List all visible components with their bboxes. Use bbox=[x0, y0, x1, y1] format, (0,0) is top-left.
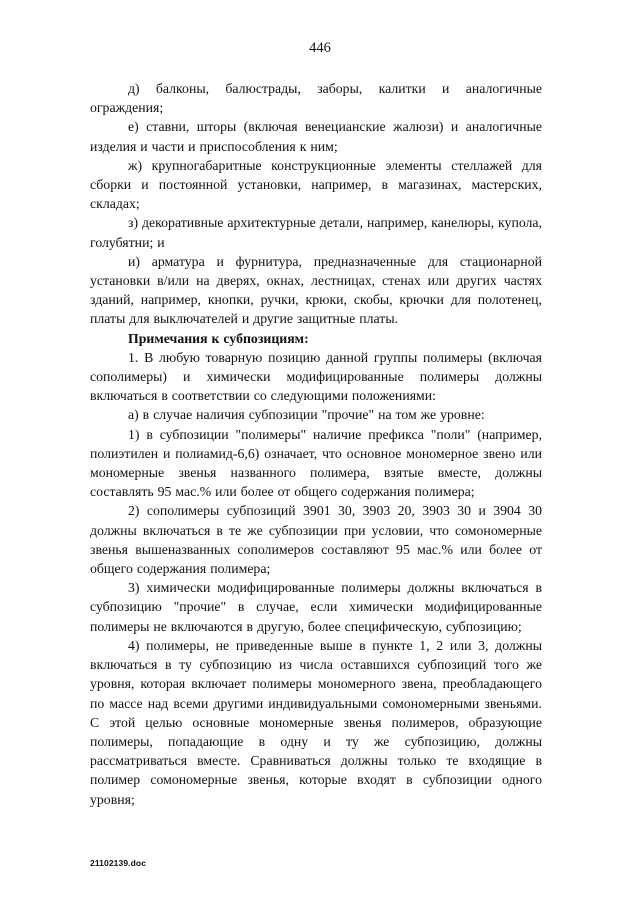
paragraph-note-a-1: 1) в субпозиции "полимеры" наличие префикса "поли" (например, полиэтилен и полиамид-6,6) означает, что основное мономерное звено или мономерные звенья названного полимера, взятые вместе, должны составлять 95 мас.% или более от общего содержания полимера; bbox=[90, 426, 542, 500]
paragraph-note-a: а) в случае наличия субпозиции "прочие" на том же уровне: bbox=[128, 407, 485, 423]
paragraph-note-a-2: 2) сополимеры субпозиций 3901 30, 3903 20, 3903 30 и 3904 30 должны включаться в те же субпозиции при условии, что сомономерные звенья вышеназванных сополимеров составляют 95 мас.% или более от общего содержания полимера; bbox=[90, 503, 542, 577]
document-body bbox=[90, 79, 542, 809]
paragraph-item-d: д) балконы, балюстрады, заборы, калитки и аналогичные ограждения; bbox=[90, 81, 542, 116]
document-filename: 21102139.doc bbox=[90, 858, 147, 868]
page-number: 446 bbox=[309, 40, 331, 56]
paragraph-item-z: з) декоративные архитектурные детали, например, канелюры, купола, голубятни; и bbox=[90, 215, 542, 250]
paragraph-note-a-3: 3) химически модифицированные полимеры должны включаться в субпозицию "прочие" в случае, если химически модифицированные полимеры не включаются в другую, более специфическую, субпозицию; bbox=[90, 580, 542, 634]
subheading-notes: Примечания к субпозициям: bbox=[128, 330, 309, 346]
paragraph-item-i: и) арматура и фурнитура, предназначенные для стационарной установки в/или на дверях, окнах, лестницах, стенах или других частях зданий, например, кнопки, ручки, крюки, скобы, крючки для полотенец, платы для выключателей и другие защитные платы. bbox=[90, 253, 542, 327]
paragraph-note-a-4: 4) полимеры, не приведенные выше в пункте 1, 2 или 3, должны включаться в ту субпозицию из числа оставшихся субпозиций того же уровня, которая включает полимеры мономерного звена, преобладающего по массе над всеми другими индивидуальными сомономерными звеньями. С этой целью основные мономерные звенья полимеров, образующие полимеры, попадающие в одну и ту же субпозицию, должны рассматриваться вместе. Сравниваться должны только те входящие в полимер сомономерные звенья, которые входят в субпозиции одного уровня; bbox=[90, 637, 542, 807]
paragraph-item-e: е) ставни, шторы (включая венецианские жалюзи) и аналогичные изделия и части и приспособления к ним; bbox=[90, 119, 542, 154]
paragraph-item-zh: ж) крупногабаритные конструкционные элементы стеллажей для сборки и постоянной установки, например, в магазинах, мастерских, складах; bbox=[90, 157, 542, 212]
paragraph-note-1: 1. В любую товарную позицию данной группы полимеры (включая сополимеры) и химически модифицированные полимеры должны включаться в соответствии со следующими положениями: bbox=[90, 349, 542, 404]
